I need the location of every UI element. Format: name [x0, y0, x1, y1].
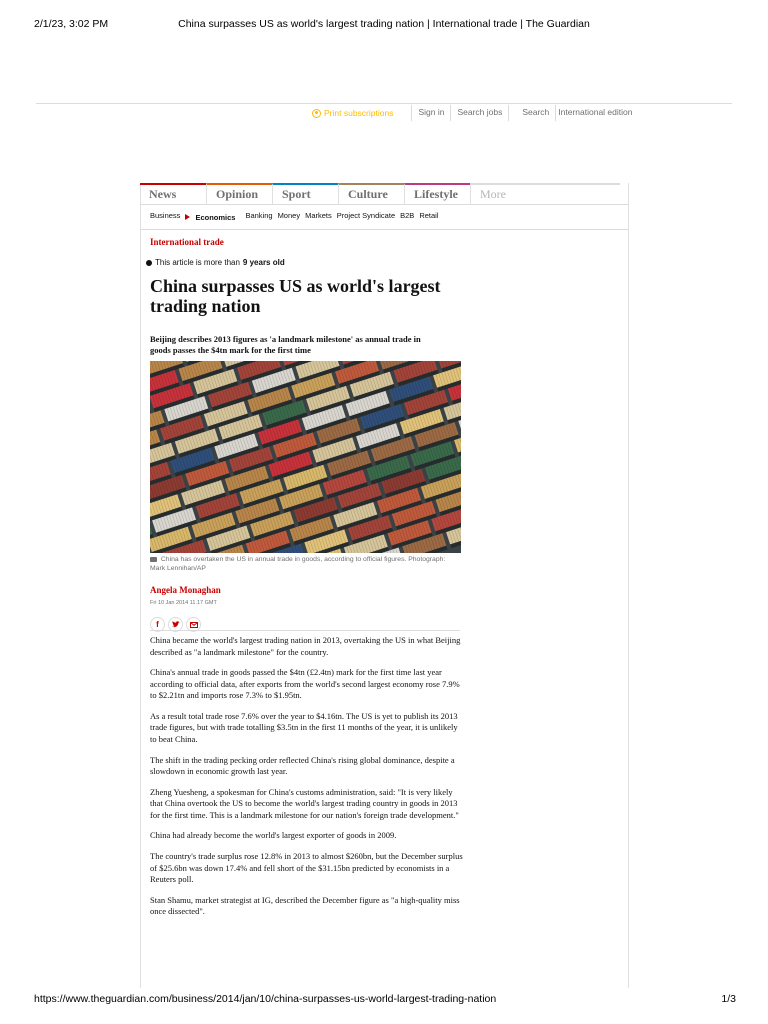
subnav-economics-label: Economics: [195, 212, 236, 222]
pillar-more[interactable]: More: [470, 183, 620, 205]
print-footer: [0, 993, 768, 1007]
article-age-notice: [146, 258, 285, 267]
pillar-culture[interactable]: Culture: [338, 183, 404, 205]
subnav-retail[interactable]: Retail: [419, 211, 439, 220]
edition-link[interactable]: International edition: [555, 105, 638, 121]
subnav-banking[interactable]: Banking: [245, 211, 273, 220]
pillar-sport[interactable]: Sport: [272, 183, 338, 205]
twitter-icon: [172, 621, 180, 628]
body-paragraph: China became the world's largest trading nation in 2013, overtaking the US in what Beijing described as "a landmark milestone" for the country.: [150, 635, 461, 657]
age-prefix: This article is more than: [155, 258, 240, 267]
print-url: https://www.theguardian.com/business/2014/jan/10/china-surpasses-us-world-largest-trading-nation: [34, 993, 497, 1005]
search-link[interactable]: Search: [508, 105, 555, 121]
triangle-right-icon: [185, 214, 190, 220]
article-body: [150, 635, 465, 927]
body-paragraph: Stan Shamu, market strategist at IG, described the December figure as "a high-quality miss once dissected".: [150, 894, 460, 917]
subnav-business[interactable]: Business: [150, 211, 181, 220]
pillar-nav: [140, 183, 629, 205]
body-paragraph: The country's trade surplus rose 12.8% in 2013 to almost $260bn, but the December surplus of $25.6bn was down 17.4% and fell short of the $31.15bn predicted by economists in a Reuters poll.: [150, 851, 463, 885]
body-paragraph: As a result total trade rose 7.6% over the year to $4.16tn. The US is yet to publish its 2013 trade figures, but with trade totalling $3.5tn in the first 11 months of the year, it is unlikely to beat China.: [150, 710, 458, 744]
search-jobs-link[interactable]: Search jobs: [450, 105, 508, 121]
pillar-opinion[interactable]: Opinion: [206, 183, 272, 205]
top-bar: [312, 105, 638, 121]
print-header: [0, 18, 768, 32]
containers-photo: [150, 361, 461, 553]
print-date: 2/1/23, 3:02 PM: [34, 18, 109, 30]
subnav-b2b[interactable]: B2B: [400, 211, 415, 220]
topbar-divider: [36, 103, 732, 104]
publish-date: Fri 10 Jan 2014 11.17 GMT: [150, 600, 217, 606]
body-paragraph: The shift in the trading pecking order reflected China's rising global dominance, despite a slowdown in economic growth last year.: [150, 754, 455, 777]
print-page-number: 1/3: [721, 993, 736, 1005]
subnav-divider: [140, 229, 629, 230]
share-divider: [150, 630, 460, 631]
author-link[interactable]: Angela Monaghan: [150, 585, 221, 595]
print-page-title: China surpasses US as world's largest trading nation | International trade | The Guardian: [178, 18, 590, 30]
body-paragraph: Zheng Yuesheng, a spokesman for China's customs administration, said: "It is very likely that China overtook the US to become the world's largest trading country in goods in 2013 for the first time. This is a landmark milestone for our nation's foreign trade development.": [150, 786, 459, 820]
sub-nav: [150, 211, 444, 223]
containers-photo-graphic: [150, 361, 461, 553]
facebook-icon: f: [156, 620, 159, 629]
camera-icon: [150, 557, 157, 562]
photo-caption-text: China has overtaken the US in annual trade in goods, according to official figures. Photograph: Mark Lennihan/AP: [150, 556, 446, 572]
subnav-economics[interactable]: [185, 211, 240, 223]
photo-caption: [150, 556, 461, 573]
age-value: 9 years old: [242, 258, 285, 267]
section-label[interactable]: International trade: [150, 237, 224, 247]
print-subscriptions-label: Print subscriptions: [324, 108, 394, 118]
subnav-project-syndicate[interactable]: Project Syndicate: [336, 211, 396, 220]
sign-in-link[interactable]: Sign in: [411, 105, 450, 121]
subnav-money[interactable]: Money: [277, 211, 301, 220]
body-paragraph: China had already become the world's largest exporter of goods in 2009.: [150, 830, 397, 841]
headline: China surpasses US as world's largest trading nation: [150, 276, 441, 316]
clock-icon: [146, 260, 152, 266]
pillar-lifestyle[interactable]: Lifestyle: [404, 183, 470, 205]
subnav-markets[interactable]: Markets: [305, 211, 332, 220]
user-icon: [312, 109, 321, 118]
standfirst: Beijing describes 2013 figures as 'a landmark milestone' as annual trade in goods passes the $4tn mark for the first time: [150, 334, 421, 355]
pillar-news[interactable]: News: [140, 183, 206, 205]
print-subscriptions-link[interactable]: [312, 105, 399, 121]
email-icon: [190, 622, 198, 628]
body-paragraph: China's annual trade in goods passed the $4tn (£2.4tn) mark for the first time last year according to official data, after exports from the world's second largest economy rose 7.9% to $2.21tn and imports rose 7.3% to $1.95tn.: [150, 667, 460, 701]
